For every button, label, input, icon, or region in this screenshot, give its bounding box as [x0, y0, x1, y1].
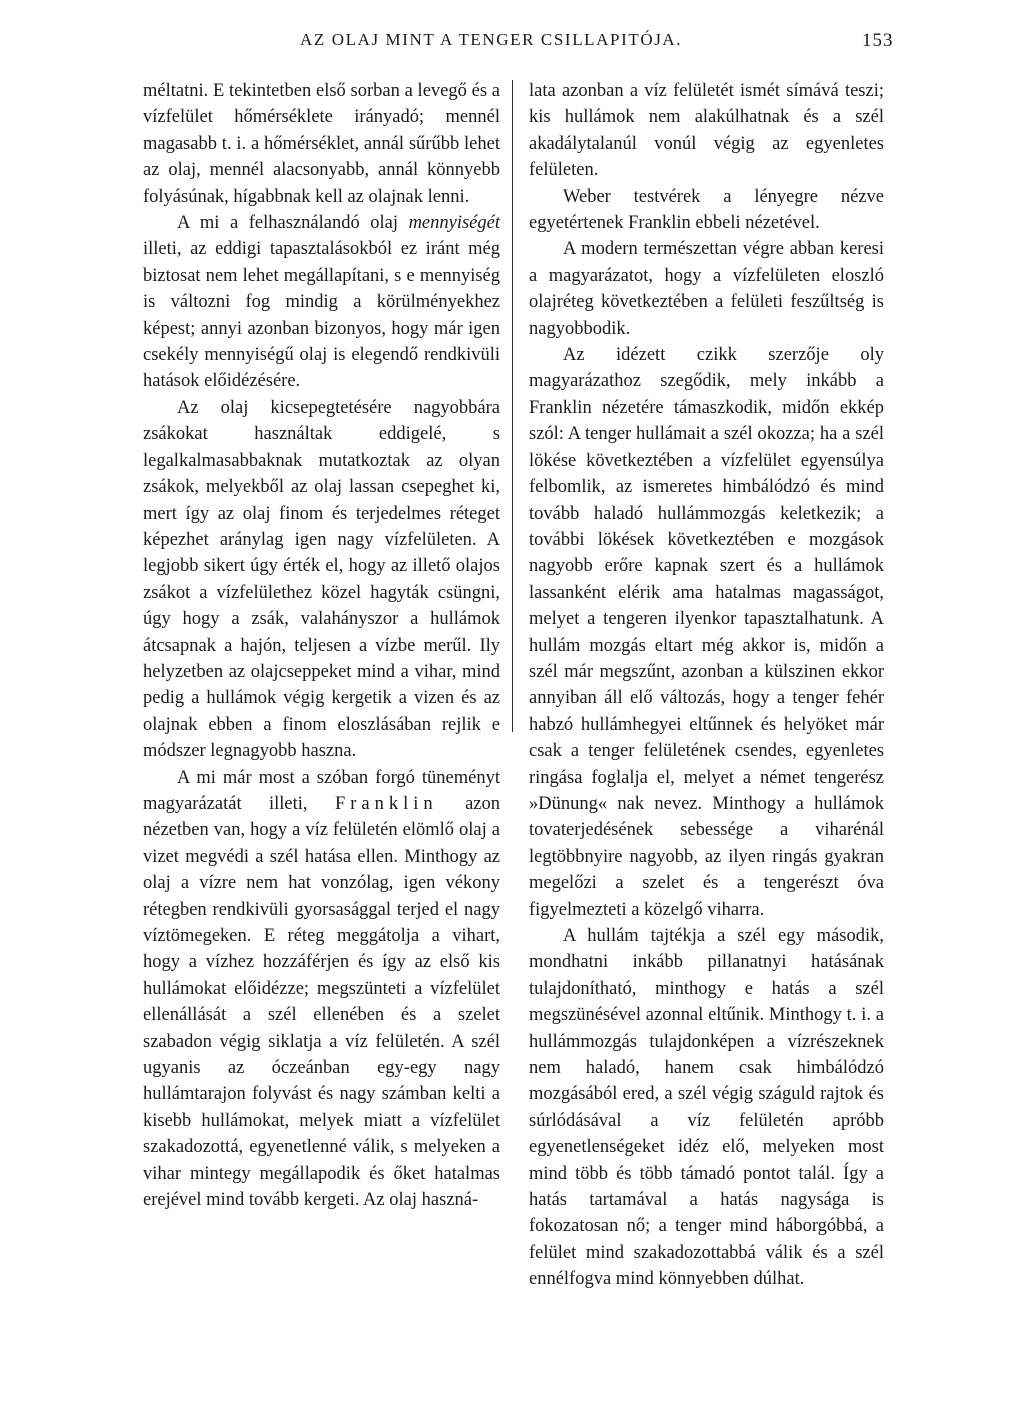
paragraph: Az olaj kicsepegtetésére nagyobbára zsákokat használtak eddigelé, s legalkalmasabbaknak mutatkoztak az olyan zsákok, melyekből az olaj lassan csepeghet ki, mert így az olaj finom és terjedelmes réteget képezhet aránylag igen nagy vízfelületen. A legjobb sikert úgy érték el, hogy az illető olajos zsákot a vízfelülethez közel hagyták csüngni, úgy hogy a zsák, valahányszor a hullámok átcsapnak a hajón, teljesen a vízbe merűl. Ily helyzetben az olajcseppeket mind a vihar, mind pedig a hullámok végig kergetik a vizen és az olajnak ebben a finom eloszlásában rejlik e módszer legnagyobb haszna.	[143, 397, 500, 762]
paragraph-text: illeti, az eddigi tapasztalásokból ez iránt még biztosat nem lehet megállapítani, s e mennyiség is változni fog mindig a körülményekhez képest; annyi azonban bizonyos, hogy már igen csekély mennyiségű olaj is elegendő rendkivüli hatások előidézésére.	[143, 239, 500, 392]
paragraph: A hullám tajtékja a szél egy második, mondhatni inkább pillanatnyi hatásának tulajdonítható, minthogy e hatás a szél megszünésével azonnal eltűnik. Minthogy t. i. a hullámmozgás tulajdonképen a vízrészeknek nem haladó, hanem csak himbálódzó mozgásából ered, a szél végig száguld rajtok és súrlódásával a víz felületén apróbb egyenetlenségeket idéz elő, melyeken most mind több és több támadó pontot talál. Így a hatás tartamával a hatás nagysága is fokozatosan nő; a tenger mind háborgóbbá, a felület mind szakadozottabbá válik és a szél ennélfogva mind könnyebben dúlhat.	[529, 926, 884, 1290]
column-divider	[512, 80, 513, 732]
page-number: 153	[862, 30, 894, 51]
paragraph-text: azon nézetben van, hogy a víz felületén elömlő olaj a vizet megvédi a szél hatása ellen. Minthogy az olaj a vízre nem hat vonzólag, igen vékony rétegben rendkivüli gyorsasággal terjed el nagy víztömegeken. E réteg meggátolja a vihart, hogy a vízhez hozzáférjen és így az első kis hullámokat előidézze; megszünteti a vízfelület ellenállását a szél ellenében és a szelet szabadon végig siklatja a víz felületén. A szél ugyanis az óczeánban egy-egy nagy hullámtarajon folyvást és nagy számban kelti a kisebb hullámokat, melyek miatt a vízfelület szakadozottá, egyenetlenné válik, s melyeken a vihar mintegy megállapodik és őket hatalmas erejével mind tovább kergeti. Az olaj haszná-	[143, 793, 500, 1211]
emphasized-word: mennyiségét	[408, 213, 500, 234]
left-column	[143, 78, 500, 1213]
paragraph	[143, 210, 500, 395]
paragraph	[143, 765, 500, 1214]
paragraph: lata azonban a víz felületét ismét símává teszi; kis hullámok nem alakúlhatnak és a szél akadálytalanúl vonúl végig az egyenletes felületen.	[529, 81, 884, 181]
paragraph: Weber testvérek a lényegre nézve egyetértenek Franklin ebbeli nézetével.	[529, 186, 884, 234]
spaced-name: Franklin	[334, 793, 438, 814]
paragraph-text: A mi a felhasználandó olaj	[177, 213, 409, 234]
paragraph: A modern természettan végre abban keresi a magyarázatot, hogy a vízfelületen eloszló olajréteg következtében a felületi feszűltség is nagyobbodik.	[529, 239, 884, 339]
paragraph-text: A mi már most a szóban forgó tüneményt magyarázatát illeti,	[143, 767, 500, 814]
paragraph: méltatni. E tekintetben első sorban a levegő és a vízfelület hőmérséklete irányadó; mennél magasabb t. i. a hőmérséklet, annál sűrűbb lehet az olaj, mennél alacsonyabb, annál könnyebb folyásúnak, hígabbnak kell az olajnak lenni.	[143, 81, 500, 207]
paragraph: Az idézett czikk szerzője oly magyarázathoz szegődik, mely inkább a Franklin nézetére támaszkodik, midőn ekkép szól: A tenger hullámait a szél okozza; ha a szél lökése következtében a vízfelület egyensúlya felbomlik, az ismeretes himbálódzó és mind tovább haladó hullámmozgás keletkezik; a további lökések következtében e mozgások nagyobb erőre kapnak szert és a hullámok lassanként elérik ama hatalmas magasságot, melyet a tengeren ilyenkor tapasztalhatunk. A hullám mozgás eltart még akkor is, midőn a szél már megszűnt, azonban a külszinen ekkor annyiban áll elő változás, hogy a tenger fehér habzó hullámhegyei eltűnnek és helyöket már csak a tenger felületének csendes, egyenletes ringása foglalja el, melyet a német tengerész »Dünung« nak nevez. Minthogy a hullámok tovaterjedésének sebessége a viharénál legtöbbnyire nagyobb, az ilyen ringás gyakran megelőzi a szelet és a tengerészt óva figyelmezteti a közelgő viharra.	[529, 345, 884, 920]
running-title: AZ OLAJ MINT A TENGER CSILLAPITÓJA.	[300, 30, 683, 49]
right-column	[529, 78, 884, 1293]
